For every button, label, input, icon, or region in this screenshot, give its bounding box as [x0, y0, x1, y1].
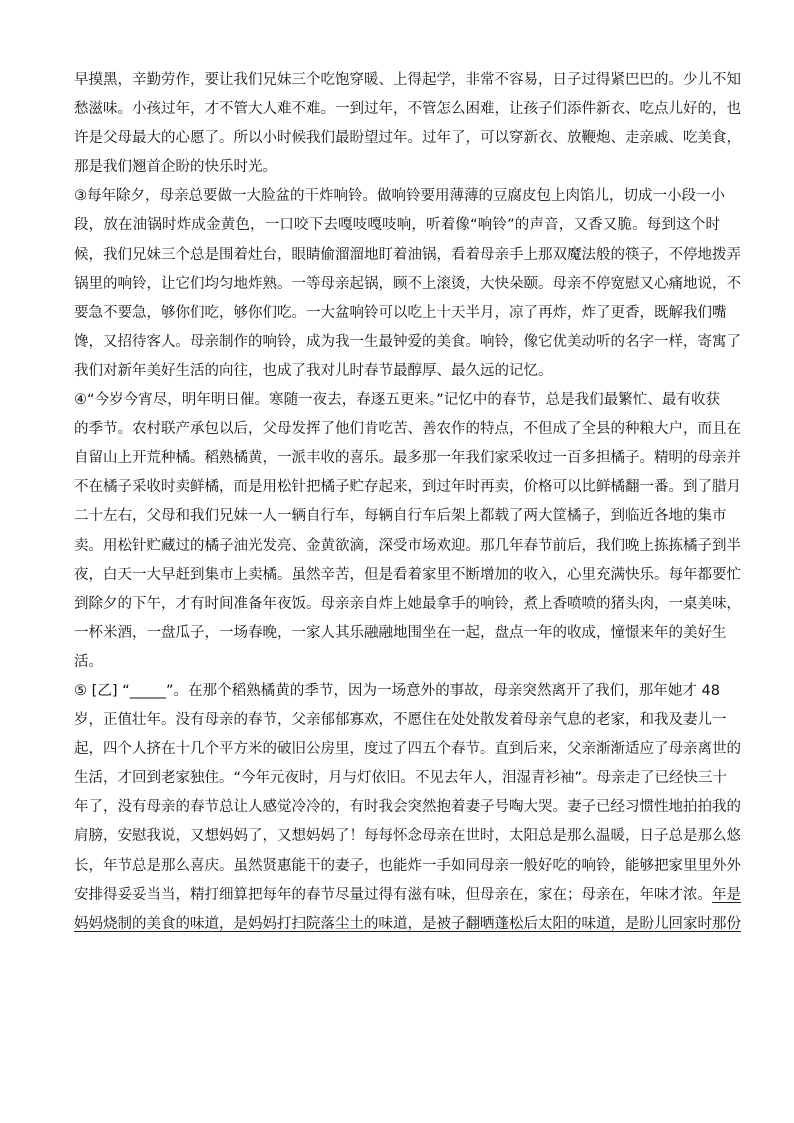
- line-29-plain-text: 安排得妥妥当当，精打细算把每年的春节尽量过得有滋有味，但母亲在，家在；母亲在，年味才浓。: [74, 886, 712, 903]
- article-line-8: 锅里的响铃，让它们均匀地炸熟。一等母亲起锅，顾不上滚烫，大快朵颐。母亲不停宽慰又心痛地说，不: [74, 275, 741, 292]
- article-line-9: 要急不要急，够你们吃，够你们吃。一大盆响铃可以吃上十天半月，凉了再炸，炸了更香，既解我们嘴: [74, 304, 727, 321]
- article-line-10: 馋，又招待客人。母亲制作的响铃，成为我一生最钟爱的美食。响铃，像它优美动听的名字一样，寄寓了: [74, 333, 741, 350]
- article-line-17: 卖。用松针贮藏过的橘子油光发亮、金黄欲滴，深受市场欢迎。那几年春节前后，我们晚上拣拣橘子到半: [74, 537, 741, 554]
- article-line-26: 年了，没有母亲的春节总让人感觉冷冷的，有时我会突然抱着妻子号啕大哭。妻子已经习惯性地拍拍我的: [74, 799, 741, 816]
- article-line-12: ④“今岁今宵尽，明年明日催。寒随一夜去，春逐五更来。”记忆中的春节，总是我们最繁忙、最有收获: [74, 392, 720, 409]
- article-body: [74, 66, 741, 939]
- article-line-29: [74, 881, 741, 910]
- article-line-27: 肩膀，安慰我说，又想妈妈了，又想妈妈了！每每怀念母亲在世时，太阳总是那么温暖，日子总是那么悠: [74, 828, 741, 845]
- article-line-7: 候，我们兄妹三个总是围着灶台，眼睛偷溜溜地盯着油锅，看着母亲手上那双魔法般的筷子，不停地拨弄: [74, 246, 741, 263]
- article-line-20: 一杯米酒，一盘瓜子，一场春晚，一家人其乐融融地围坐在一起，盘点一年的收成，憧憬来年的美好生: [74, 624, 727, 641]
- article-line-24: 起，四个人挤在十几个平方米的破旧公房里，度过了四五个春节。直到后来，父亲渐渐适应了母亲离世的: [74, 741, 741, 758]
- article-line-19: 到除夕的下午，才有时间准备年夜饭。母亲亲自炸上她最拿手的响铃，煮上香喷喷的猪头肉，一桌美味，: [74, 595, 741, 612]
- article-line-23: 岁，正值壮年。没有母亲的春节，父亲郁郁寡欢，不愿住在处处散发着母亲气息的老家，和我及妻儿一: [74, 712, 727, 729]
- article-line-30-underlined: 妈妈烧制的美食的味道，是妈妈打扫院落尘土的味道，是被子翻晒蓬松后太阳的味道，是盼儿回家时那份: [74, 915, 741, 932]
- article-line-13: 的季节。农村联产承包以后，父母发挥了他们肯吃苦、善农作的特点，不但成了全县的种粮大户，而且在: [74, 421, 741, 438]
- line-29-underlined-text: 年是: [712, 886, 741, 903]
- article-line-2: 愁滋味。小孩过年，才不管大人难不难。一到过年，不管怎么困难，让孩子们添件新衣、吃点儿好的，也: [74, 101, 741, 118]
- article-line-28: 长，年节总是那么喜庆。虽然贤惠能干的妻子，也能炸一手如同母亲一般好吃的响铃，能够把家里里外外: [74, 857, 741, 874]
- article-line-25: 生活，才回到老家独住。“今年元夜时，月与灯依旧。不见去年人，泪湿青衫袖”。母亲走了已经快三十: [74, 770, 728, 787]
- article-line-6: 段，放在油锅时炸成金黄色，一口咬下去嘎吱嘎吱响，听着像“响铃”的声音，又香又脆。每到这个时: [74, 217, 720, 234]
- article-line-15: 不在橘子采收时卖鲜橘，而是用松针把橘子贮存起来，到过年时再卖，价格可以比鲜橘翻一番。到了腊月: [74, 479, 741, 496]
- article-line-21: 活。: [74, 653, 103, 670]
- article-line-22: ⑤ [乙] “_____”。在那个稻熟橘黄的季节，因为一场意外的事故，母亲突然离开了我们，那年她才 48: [74, 682, 720, 699]
- article-line-1: 早摸黑，辛勤劳作，要让我们兄妹三个吃饱穿暖、上得起学，非常不容易，日子过得紧巴巴的。少儿不知: [74, 72, 741, 88]
- article-line-11: 我们对新年美好生活的向往，也成了我对儿时春节最醇厚、最久远的记忆。: [74, 362, 553, 379]
- article-line-4: 那是我们翘首企盼的快乐时光。: [74, 159, 277, 176]
- paragraph-lines: [74, 66, 741, 881]
- article-line-18: 夜，白天一大早赶到集市上卖橘。虽然辛苦，但是看着家里不断增加的收入，心里充满快乐。每年都要忙: [74, 566, 741, 583]
- article-line-5: ③每年除夕，母亲总要做一大脸盆的干炸响铃。做响铃要用薄薄的豆腐皮包上肉馅儿，切成一小段一小: [74, 188, 725, 205]
- article-line-3: 许是父母最大的心愿了。所以小时候我们最盼望过年。过年了，可以穿新衣、放鞭炮、走亲戚、吃美食，: [74, 130, 741, 147]
- article-line-16: 二十左右，父母和我们兄妹一人一辆自行车，每辆自行车后架上都载了两大筐橘子，到临近各地的集市: [74, 508, 727, 525]
- article-line-14: 自留山上开荒种橘。稻熟橘黄，一派丰收的喜乐。最多那一年我们家采收过一百多担橘子。精明的母亲并: [74, 450, 741, 467]
